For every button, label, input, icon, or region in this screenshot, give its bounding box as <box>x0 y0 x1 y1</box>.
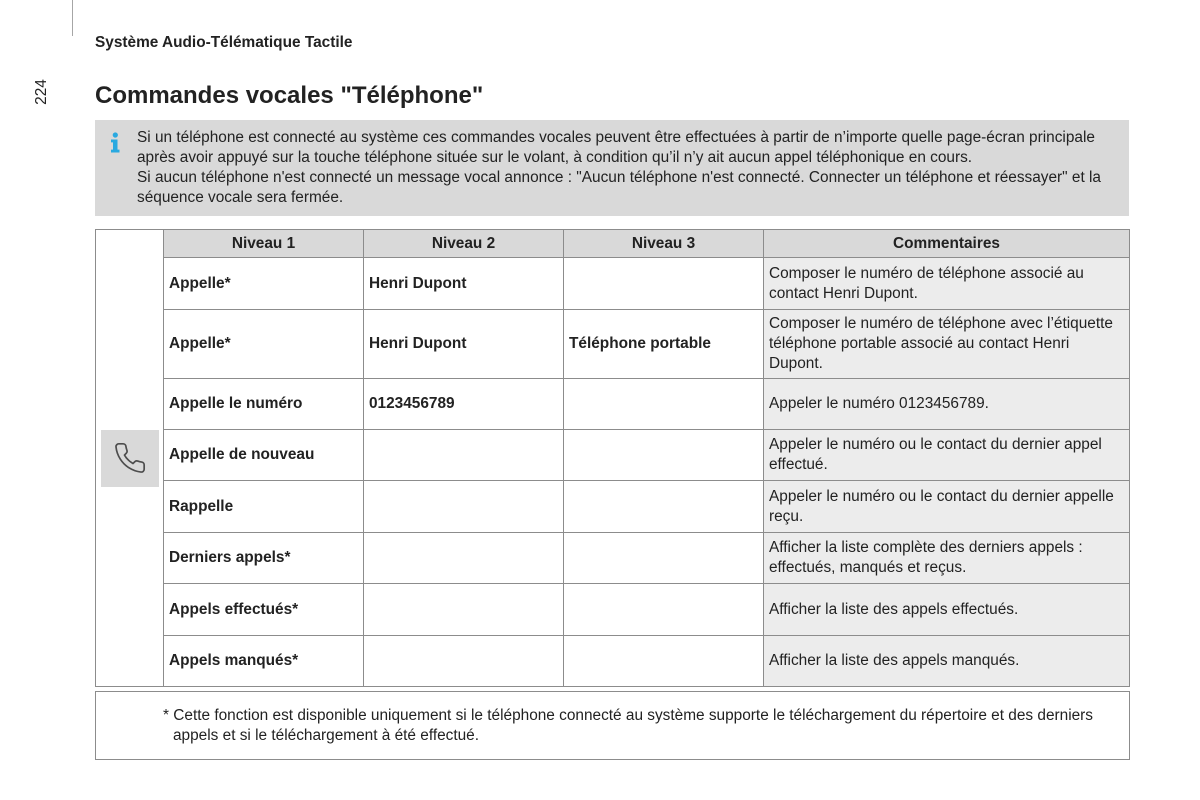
cell-level-2 <box>364 636 563 686</box>
cell-level-3 <box>564 481 763 532</box>
cell-level-1: Rappelle <box>164 481 363 532</box>
cell-level-1: Appelle le numéro <box>164 379 363 429</box>
info-box <box>95 120 1129 216</box>
cell-level-1: Derniers appels* <box>164 533 363 583</box>
footnote-box <box>95 691 1130 760</box>
cell-level-2: 0123456789 <box>364 379 563 429</box>
cell-comment: Appeler le numéro 0123456789. <box>764 379 1129 429</box>
column-header-level-3: Niveau 3 <box>564 230 763 257</box>
cell-comment: Afficher la liste des appels effectués. <box>764 584 1129 635</box>
footnote-text: * Cette fonction est disponible uniquement si le téléphone connecté au système supporte le téléchargement du répertoire et des derniers appels et si le téléchargement à été effectué. <box>163 707 1093 744</box>
cell-comment: Appeler le numéro ou le contact du dernier appelle reçu. <box>764 481 1129 532</box>
info-paragraph: Si aucun téléphone n'est connecté un message vocal annonce : "Aucun téléphone n'est connecté. Connecter un téléphone et réessayer" et la séquence vocale sera fermée. <box>137 169 1101 206</box>
cell-comment: Composer le numéro de téléphone associé au contact Henri Dupont. <box>764 258 1129 309</box>
cell-level-3 <box>564 430 763 480</box>
column-header-level-1: Niveau 1 <box>164 230 363 257</box>
cell-level-1: Appels manqués* <box>164 636 363 686</box>
cell-level-2 <box>364 430 563 480</box>
column-header-comments: Commentaires <box>764 230 1129 257</box>
cell-comment: Afficher la liste des appels manqués. <box>764 636 1129 686</box>
cell-level-2 <box>364 533 563 583</box>
column-header-level-2: Niveau 2 <box>364 230 563 257</box>
cell-level-2 <box>364 481 563 532</box>
cell-level-3 <box>564 258 763 309</box>
cell-level-3 <box>564 379 763 429</box>
cell-comment: Composer le numéro de téléphone avec l’étiquette téléphone portable associé au contact Henri Dupont. <box>764 310 1129 378</box>
info-text <box>137 128 1122 208</box>
cell-level-3 <box>564 584 763 635</box>
cell-level-2: Henri Dupont <box>364 258 563 309</box>
info-icon <box>109 132 121 153</box>
phone-icon <box>113 441 147 475</box>
cell-level-1: Appelle* <box>164 310 363 378</box>
margin-rule <box>72 0 73 36</box>
cell-comment: Afficher la liste complète des derniers appels : effectués, manqués et reçus. <box>764 533 1129 583</box>
cell-level-2: Henri Dupont <box>364 310 563 378</box>
cell-level-3: Téléphone portable <box>564 310 763 378</box>
section-title: Système Audio-Télématique Tactile <box>95 34 353 51</box>
voice-commands-table <box>95 229 1130 687</box>
cell-level-1: Appelle de nouveau <box>164 430 363 480</box>
info-paragraph: Si un téléphone est connecté au système ces commandes vocales peuvent être effectuées à partir de n’importe quelle page-écran principale après avoir appuyé sur la touche téléphone située sur le volant, à condition qu’il n’y ait aucun appel téléphonique en cours. <box>137 129 1095 166</box>
phone-icon-box <box>101 430 159 487</box>
page-number: 224 <box>33 79 50 105</box>
cell-level-3 <box>564 636 763 686</box>
cell-level-1: Appelle* <box>164 258 363 309</box>
cell-comment: Appeler le numéro ou le contact du dernier appel effectué. <box>764 430 1129 480</box>
page-title: Commandes vocales "Téléphone" <box>95 82 484 109</box>
cell-level-1: Appels effectués* <box>164 584 363 635</box>
cell-level-3 <box>564 533 763 583</box>
table-icon-cell <box>96 230 163 686</box>
cell-level-2 <box>364 584 563 635</box>
